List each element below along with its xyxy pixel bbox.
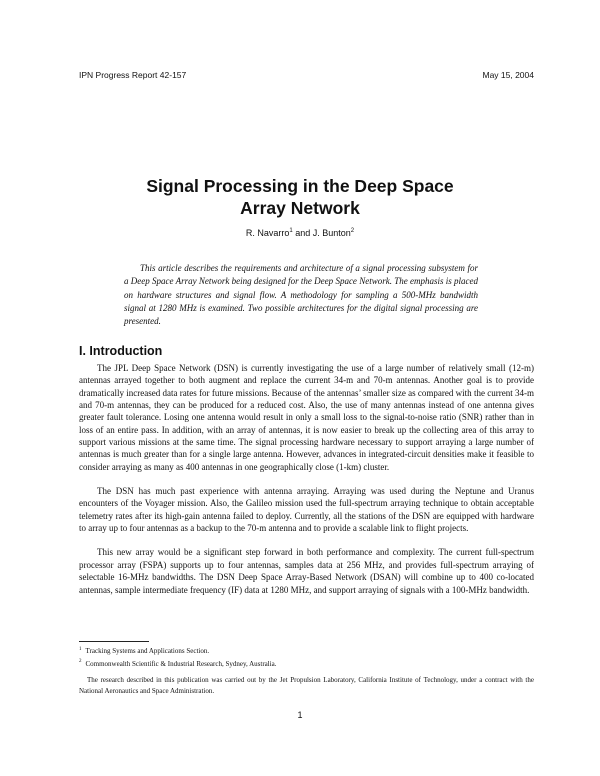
author-2: J. Bunton: [312, 228, 351, 238]
author-1-footnote-mark: 1: [289, 228, 293, 234]
section-heading: I. Introduction: [79, 344, 163, 358]
footnote: [79, 659, 534, 670]
paragraph: The DSN has much past experience with antenna arraying. Arraying was used during the Neptune and Uranus encounters of the Voyager mission. Also, the Galileo mission used the full-spectrum arraying technique to obtain acceptable telemetry rates after its high-gain antenna failed to deploy. Currently, all the stations of the DSN are equipped with hardware to array up to four antennas as a backup to the 70-m antenna and to provide a scalable link to flight projects.: [79, 486, 534, 534]
footnote: [79, 646, 534, 657]
paragraph: The JPL Deep Space Network (DSN) is currently investigating the use of a large number of relatively small (12-m) antennas arrayed together to both augment and replace the current 34-m and 70-m antennas. Another goal is to provide dramatically increased data rates for future missions. Because of the antennas’ smaller size as compared with the current 34-m and 70-m antennas, they can be produced for a reduced cost. Also, the use of many antennas instead of one antenna gives greater fault tolerance. Losing one antenna would result in only a small loss to the signal-to-noise ratio (SNR) rather than in loss of an entire pass. In addition, with an array of antennas, it is now easier to break up the collecting area of this array to support various missions at the same time. The signal processing hardware necessary to support arraying a large number of antennas is much greater than for a single large antenna. However, advances in integrated-circuit densities make it feasible to consider arraying as many as 400 antennas in one geographically close (1-km) cluster.: [79, 363, 534, 472]
author-list: [0, 228, 600, 238]
section-body: [79, 362, 534, 608]
author-2-footnote-mark: 2: [350, 228, 355, 234]
research-acknowledgment: The research described in this publication was carried out by the Jet Propulsion Laboratory, California Institute of Technology, under a contract with the National Aeronautics and Space Administration.: [79, 676, 534, 695]
abstract: This article describes the requirements and architecture of a signal processing subsystem for a Deep Space Array Network being designed for the Deep Space Network. The emphasis is placed on hardware structures and signal flow. A methodology for sampling a 500-MHz bandwidth signal at 1280 MHz is examined. Two possible architectures for the digital signal processing are presented.: [124, 263, 478, 327]
author-connector: and: [292, 228, 313, 238]
footnote-mark: 2: [79, 659, 82, 665]
footnote-text: Tracking Systems and Applications Section.: [85, 647, 210, 655]
footnote-mark: 1: [79, 646, 82, 652]
page-number: 1: [297, 710, 303, 720]
report-number: IPN Progress Report 42-157: [79, 70, 187, 80]
footnotes: [79, 646, 534, 696]
title-line-2: Array Network: [240, 198, 360, 218]
author-1: R. Navarro: [245, 228, 290, 238]
running-header: [79, 70, 534, 80]
footnote-text: Commonwealth Scientific & Industrial Research, Sydney, Australia.: [85, 659, 277, 668]
title-line-1: Signal Processing in the Deep Space: [146, 176, 454, 196]
paragraph: This new array would be a significant step forward in both performance and complexity. The current full-spectrum processor array (FSPA) supports up to four antennas, samples data at 256 MHz, and provides full-spectrum arraying of selectable 16-MHz bandwidths. The DSN Deep Space Array-Based Network (DSAN) will combine up to 400 co-located antennas, sample intermediate frequency (IF) data at 1280 MHz, and support arraying of signals with a 100-MHz bandwidth.: [79, 547, 534, 595]
paper-title: [0, 175, 600, 219]
report-date: May 15, 2004: [482, 70, 534, 80]
footnote-divider: [79, 641, 149, 642]
